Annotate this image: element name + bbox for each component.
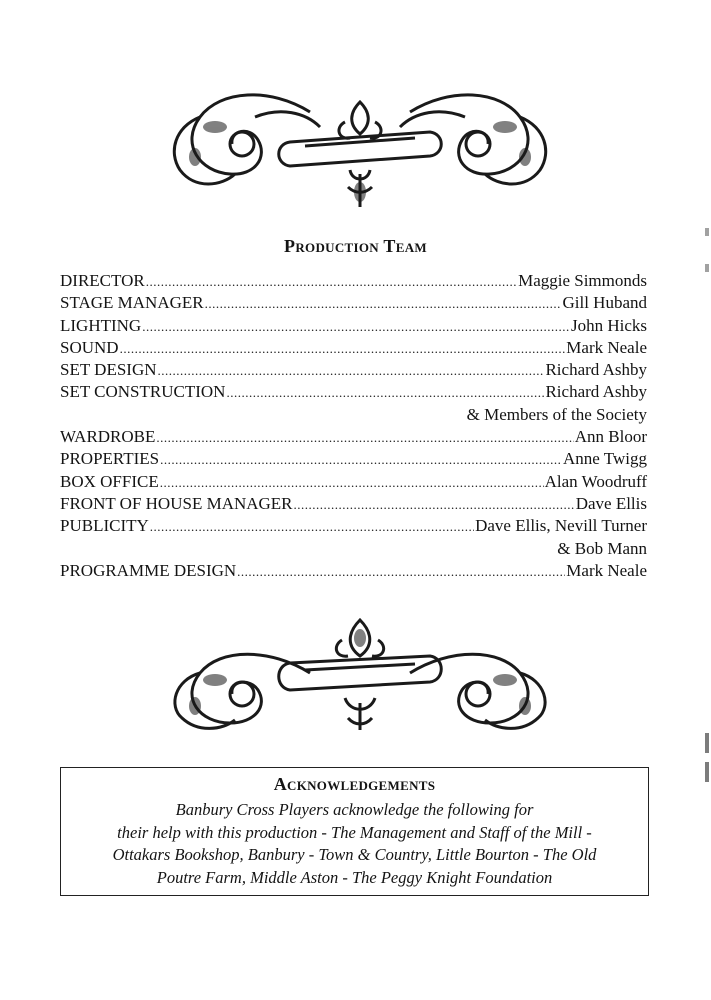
credit-role: PROGRAMME DESIGN	[60, 560, 237, 580]
credit-row	[60, 448, 647, 470]
credit-role: LIGHTING	[60, 315, 142, 335]
credit-role: SET CONSTRUCTION	[60, 382, 226, 402]
credit-row	[60, 315, 647, 337]
credit-name: Dave Ellis	[575, 493, 647, 513]
dot-leader	[226, 382, 544, 404]
dot-leader	[120, 338, 566, 360]
credit-role: SET DESIGN	[60, 360, 157, 380]
top-scroll-ornament-icon	[160, 82, 560, 212]
acknowledgements-line: Ottakars Bookshop, Banbury - Town & Country, Little Bourton - The Old	[112, 845, 597, 864]
acknowledgements-line: their help with this production - The Management and Staff of the Mill -	[117, 822, 592, 842]
credit-row	[60, 292, 647, 314]
credit-name: John Hicks	[570, 315, 647, 335]
credit-row	[60, 471, 647, 493]
acknowledgements-line: Poutre Farm, Middle Aston - The Peggy Knight Foundation	[156, 867, 553, 887]
production-team-list	[60, 270, 647, 582]
credit-name: Mark Neale	[566, 560, 647, 580]
credit-role: PROPERTIES	[60, 449, 160, 469]
page-edge-mark	[705, 228, 709, 236]
credit-name: Anne Twigg	[563, 449, 647, 469]
credit-role: STAGE MANAGER	[60, 293, 204, 313]
page-edge-mark	[705, 264, 709, 272]
credit-role: SOUND	[60, 337, 119, 357]
credit-row	[60, 270, 647, 292]
credit-continuation: & Members of the Society	[466, 404, 647, 424]
dot-leader	[150, 516, 474, 538]
dot-leader	[294, 494, 575, 516]
credit-role: WARDROBE	[60, 427, 156, 447]
bottom-scroll-ornament-icon	[160, 618, 560, 748]
credit-name: Alan Woodruff	[544, 471, 647, 491]
acknowledgements-box	[60, 767, 649, 896]
page-edge-mark	[705, 762, 709, 782]
credit-name: Maggie Simmonds	[518, 271, 647, 290]
credit-name: Gill Huband	[562, 293, 647, 313]
credit-continuation: & Bob Mann	[557, 538, 647, 558]
page-edge-mark	[705, 733, 709, 753]
production-team-heading: Production Team	[284, 236, 427, 256]
credit-row	[60, 515, 647, 537]
credit-row	[60, 337, 647, 359]
acknowledgements-heading: Acknowledgements	[273, 774, 436, 794]
acknowledgements-text	[61, 799, 648, 889]
credit-row	[60, 359, 647, 381]
dot-leader	[237, 561, 565, 583]
dot-leader	[146, 271, 517, 293]
credit-name: Ann Bloor	[574, 427, 647, 447]
credit-name: Mark Neale	[566, 337, 647, 357]
credit-role: BOX OFFICE	[60, 471, 159, 491]
credit-row	[60, 426, 647, 448]
credit-row	[60, 493, 647, 515]
credit-row	[60, 381, 647, 403]
dot-leader	[158, 360, 545, 382]
credit-role: PUBLICITY	[60, 516, 149, 536]
credit-name: Richard Ashby	[545, 382, 647, 402]
dot-leader	[160, 472, 544, 494]
credit-name: Richard Ashby	[545, 360, 647, 380]
dot-leader	[160, 449, 562, 471]
credit-role: FRONT OF HOUSE MANAGER	[60, 493, 293, 513]
acknowledgements-line: Banbury Cross Players acknowledge the following for	[175, 800, 534, 819]
credit-name: Dave Ellis, Nevill Turner	[475, 516, 647, 536]
credit-role: DIRECTOR	[60, 271, 145, 290]
dot-leader	[205, 293, 562, 315]
dot-leader	[142, 316, 570, 338]
dot-leader	[156, 427, 573, 449]
credit-row	[60, 560, 647, 582]
